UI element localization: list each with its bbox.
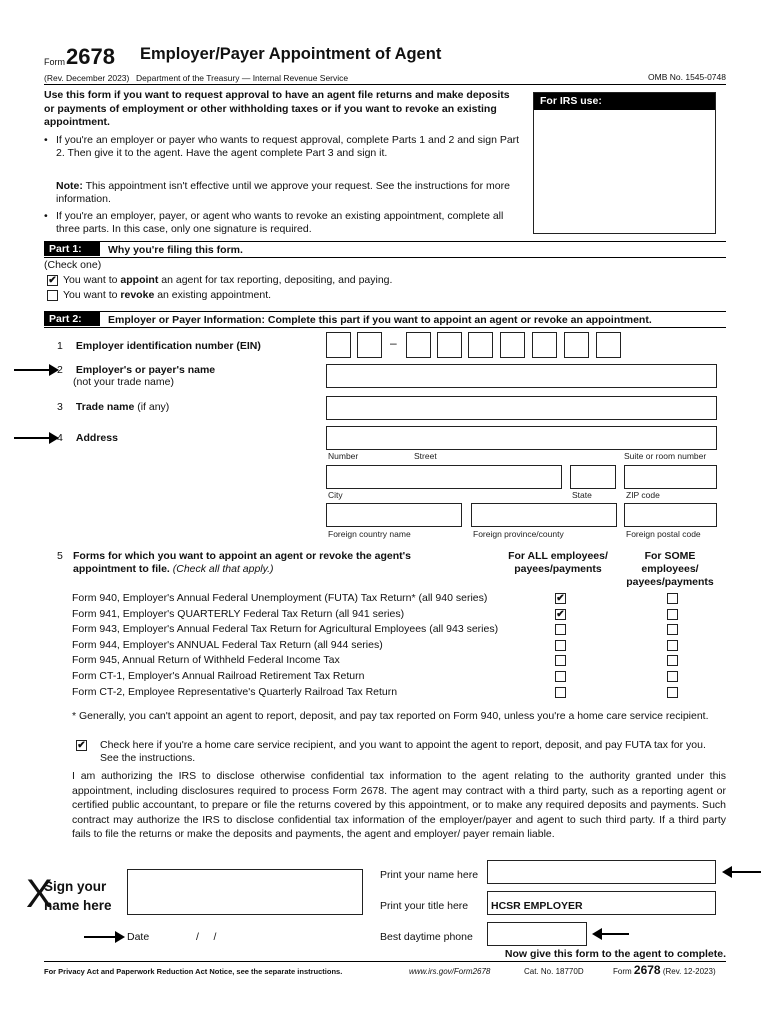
form-some-checkbox[interactable] <box>667 640 678 651</box>
department: Department of the Treasury — Internal Revenue Service <box>136 73 349 83</box>
form-some-checkbox[interactable] <box>667 609 678 620</box>
footer-rule <box>44 961 726 962</box>
form-all-checkbox[interactable]: ✔ <box>556 593 565 604</box>
form-some-checkbox[interactable] <box>667 655 678 666</box>
name-arrow-icon <box>731 871 761 873</box>
form-all-checkbox[interactable] <box>555 624 566 635</box>
homecare-text: Check here if you're a home care service recipient, and you want to appoint the agent to report, deposit, and pay FUTA tax for you. See the instructions. <box>100 739 706 764</box>
part1-title: Why you're filing this form. <box>108 244 243 256</box>
form-number: 2678 <box>66 44 115 69</box>
caption-street: Street <box>414 451 437 461</box>
line5-main: Forms for which you want to appoint an agent or revoke the agent's appointment to file. <box>73 550 411 575</box>
line4-arrow-icon <box>14 437 50 439</box>
ein-digit-2[interactable] <box>357 332 382 358</box>
intro-note <box>56 180 520 206</box>
form-some-checkbox[interactable] <box>667 687 678 698</box>
caption-number: Number <box>328 451 359 461</box>
caption-foreign-country: Foreign country name <box>328 529 411 539</box>
revoke-bold: revoke <box>120 289 155 301</box>
trade-name-sub: (if any) <box>137 401 170 413</box>
phone-label: Best daytime phone <box>380 931 473 943</box>
revoke-checkbox[interactable] <box>47 290 58 301</box>
title-value: HCSR EMPLOYER <box>491 900 583 912</box>
authorization-text: I am authorizing the IRS to disclose otherwise confidential tax information to the agent relating to the authority granted under this appointment, including disclosures required to process Form 2678. The agent may contract with a third party, such as a reporting agent or certified public accountant, to prepare or file the returns covered by this appointment, or to make any required deposits and payments. Such contract may authorize the IRS to disclose confidential tax information of the employer/payer and agent to such third party. If a third party fails to file the returns or make the deposits and payments, the agent and employer/ payer remain liable. <box>72 770 726 840</box>
ein-digit-3[interactable] <box>406 332 431 358</box>
part2-rule <box>44 311 726 312</box>
name-label: Employer's or payer's name <box>75 364 216 376</box>
part2-underline <box>44 327 726 328</box>
line5-sub: (Check all that apply.) <box>172 563 274 575</box>
form-some-checkbox[interactable] <box>667 593 678 604</box>
form-some-checkbox[interactable] <box>667 624 678 635</box>
date-field[interactable]: / / <box>196 931 217 943</box>
form-row: Form 941, Employer's QUARTERLY Federal Tax Return (all 941 series) <box>72 607 405 620</box>
form-row: Form CT-1, Employer's Annual Railroad Retirement Tax Return <box>72 670 365 682</box>
line1-num: 1 <box>57 340 63 352</box>
give-to-agent: Now give this form to the agent to complete. <box>504 948 726 960</box>
footer-form <box>613 963 716 977</box>
bullet-1-text: If you're an employer or payer who wants to request approval, complete Parts 1 and 2 and sign Part 2. Then give it to the agent. Have the agent complete Part 3 and sign it. <box>56 134 520 159</box>
date-label: Date <box>127 931 150 943</box>
footer-form-number: 2678 <box>633 963 661 977</box>
line5-text <box>57 550 457 576</box>
form-all-checkbox[interactable] <box>555 655 566 666</box>
ein-digit-7[interactable] <box>532 332 557 358</box>
form-row: Form 943, Employer's Annual Federal Tax Return for Agricultural Employees (all 943 series) <box>72 623 499 636</box>
phone-arrow-icon <box>601 933 629 935</box>
line5-label <box>57 550 457 576</box>
print-title-label: Print your title here <box>380 900 469 912</box>
caption-state: State <box>572 490 592 500</box>
form-row: Form 944, Employer's ANNUAL Federal Tax Return (all 944 series) <box>72 638 383 651</box>
bullet-dot: • <box>44 134 48 146</box>
revoke-pre: You want to <box>63 289 118 301</box>
appoint-post: an agent for tax reporting, depositing, and paying. <box>161 274 393 286</box>
form-title: Employer/Payer Appointment of Agent <box>140 45 442 63</box>
catalog-number: Cat. No. 18770D <box>524 967 584 976</box>
form-all-checkbox[interactable] <box>555 671 566 682</box>
caption-suite: Suite or room number <box>624 451 707 461</box>
form-word: Form <box>44 57 65 67</box>
line5-num: 5 <box>57 550 63 562</box>
trade-name-field[interactable] <box>326 396 717 420</box>
print-name-label: Print your name here <box>380 869 479 881</box>
phone-field[interactable] <box>487 922 587 946</box>
part1-underline <box>44 257 726 258</box>
revoke-option-label <box>63 289 271 302</box>
line4-num: 4 <box>57 432 63 444</box>
street-field[interactable] <box>326 426 717 450</box>
line2-num: 2 <box>57 364 63 376</box>
bullet-2-text: If you're an employer, payer, or agent who wants to revoke an existing appointment, complete all three parts. In this case, only one signature is required. <box>56 210 504 235</box>
irs-use-box <box>533 92 716 234</box>
bullet-dot: • <box>44 210 48 222</box>
footer-rev: (Rev. 12-2023) <box>662 967 716 976</box>
line3-num: 3 <box>57 401 63 413</box>
foreign-province-field[interactable] <box>471 503 617 527</box>
appoint-checkbox[interactable]: ✔ <box>48 275 57 286</box>
employer-name-field[interactable] <box>326 364 717 388</box>
appoint-pre: You want to <box>63 274 118 286</box>
caption-city: City <box>328 490 343 500</box>
line4-label <box>57 432 118 445</box>
form-header <box>44 44 726 86</box>
city-field[interactable] <box>326 465 562 489</box>
footnote: * Generally, you can't appoint an agent to report, deposit, and pay tax reported on Form 940, unless you're a home care service recipient. <box>72 710 709 722</box>
form-all-checkbox[interactable] <box>555 640 566 651</box>
irs-url[interactable]: www.irs.gov/Form2678 <box>409 967 491 976</box>
state-field[interactable] <box>570 465 616 489</box>
part2-title: Employer or Payer Information: Complete this part if you want to appoint an agent or revoke an appointment. <box>108 314 652 326</box>
ein-digit-6[interactable] <box>500 332 525 358</box>
col-all-header: For ALL employees/ payees/payments <box>508 550 608 575</box>
ein-digit-1[interactable] <box>326 332 351 358</box>
line2-arrow-icon <box>14 369 50 371</box>
form-row: Form 940, Employer's Annual Federal Unemployment (FUTA) Tax Return* (all 940 series) <box>72 592 488 604</box>
ein-digit-4[interactable] <box>437 332 462 358</box>
line3-label <box>57 401 169 414</box>
appoint-bold: appoint <box>120 274 159 286</box>
part1-tag: Part 1: <box>44 242 100 256</box>
x-mark: X <box>26 872 53 916</box>
ein-dash: – <box>390 336 397 350</box>
appoint-option-label <box>63 274 392 287</box>
date-arrow-icon <box>84 936 116 938</box>
revision-date: (Rev. December 2023) <box>44 73 130 83</box>
revoke-post: an existing appointment. <box>157 289 272 301</box>
part2-tag: Part 2: <box>44 312 100 326</box>
intro-lead: Use this form if you want to request approval to have an agent file returns and make deposits or payments of employment or other withholding taxes or if you want to revoke an existing appointment. <box>44 89 510 128</box>
trade-name-label: Trade name <box>75 401 135 413</box>
note-label: Note: <box>56 180 83 192</box>
footer-form-word: Form <box>613 967 632 976</box>
ein-label: Employer identification number (EIN) <box>75 340 261 352</box>
header-rule <box>44 84 726 85</box>
foreign-country-field[interactable] <box>326 503 462 527</box>
sign-label: Sign your name here <box>44 879 112 913</box>
line2-sublabel: (not your trade name) <box>73 376 174 388</box>
signature-field[interactable] <box>127 869 363 915</box>
ein-digit-5[interactable] <box>468 332 493 358</box>
part1-rule <box>44 241 726 242</box>
print-title-field[interactable] <box>487 891 716 915</box>
foreign-postal-field[interactable] <box>624 503 717 527</box>
form-row: Form CT-2, Employee Representative's Quarterly Railroad Tax Return <box>72 685 398 698</box>
form-all-checkbox[interactable]: ✔ <box>556 608 565 620</box>
irs-use-label: For IRS use: <box>534 93 715 110</box>
homecare-checkbox[interactable]: ✔ <box>77 740 86 751</box>
address-label: Address <box>75 432 118 444</box>
form-all-checkbox[interactable] <box>555 687 566 698</box>
omb-number: OMB No. 1545-0748 <box>648 72 726 82</box>
line1-label <box>57 340 261 353</box>
caption-foreign-postal: Foreign postal code <box>626 529 701 539</box>
intro-bullet-1 <box>44 134 520 160</box>
ein-digit-9[interactable] <box>596 332 621 358</box>
check-one-label: (Check one) <box>44 259 102 271</box>
print-name-field[interactable] <box>487 860 716 884</box>
caption-zip: ZIP code <box>626 490 660 500</box>
ein-digit-8[interactable] <box>564 332 589 358</box>
note-text: This appointment isn't effective until we approve your request. See the instructions for more information. <box>56 180 510 205</box>
col-some-header: For SOME employees/ payees/payments <box>626 550 714 588</box>
caption-foreign-province: Foreign province/county <box>473 529 564 539</box>
intro-bullet-2 <box>44 210 520 236</box>
zip-field[interactable] <box>624 465 717 489</box>
form-some-checkbox[interactable] <box>667 671 678 682</box>
form-row: Form 945, Annual Return of Withheld Federal Income Tax <box>72 654 340 667</box>
privacy-notice: For Privacy Act and Paperwork Reduction Act Notice, see the separate instructions. <box>44 967 343 976</box>
